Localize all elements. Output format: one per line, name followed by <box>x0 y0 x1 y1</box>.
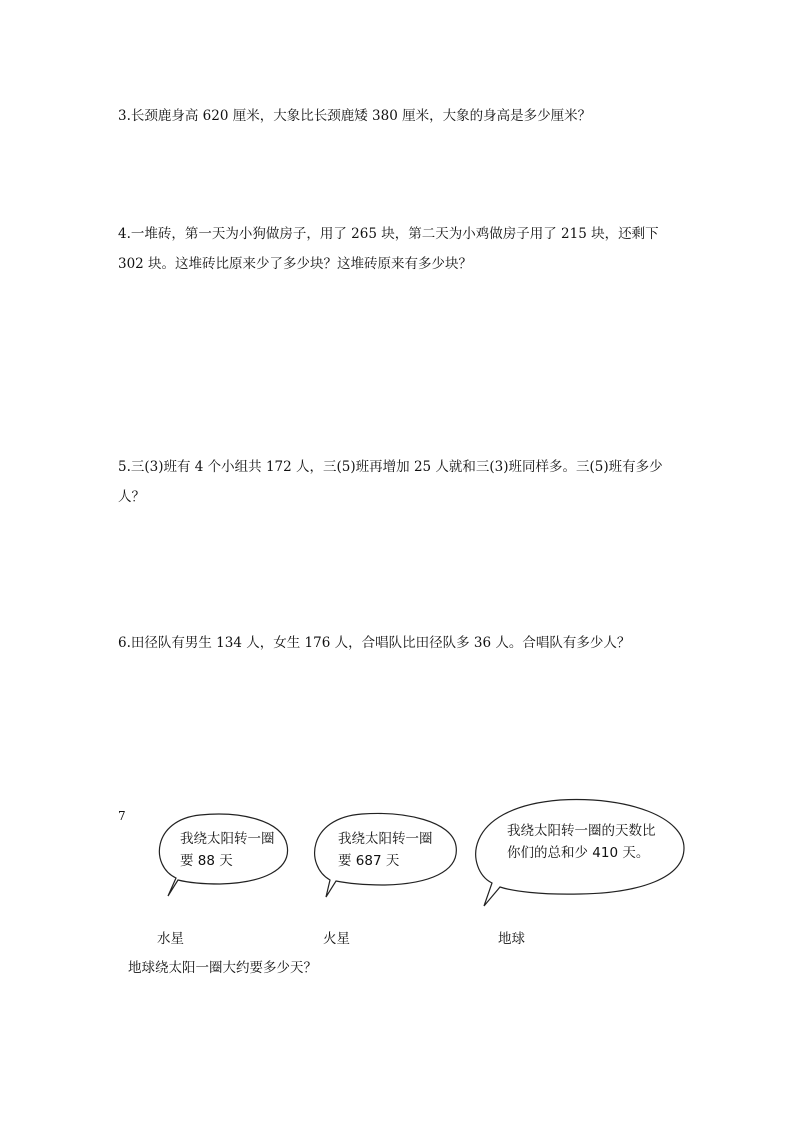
question-4: 4.一堆砖，第一天为小狗做房子，用了 265 块，第二天为小鸡做房子用了 215 块，还剩下 302 块。这堆砖比原来少了多少块？这堆砖原来有多少块？ <box>118 226 659 272</box>
question-6: 6.田径队有男生 134 人，女生 176 人，合唱队比田径队多 36 人。合唱队有多少人？ <box>118 635 631 651</box>
mars-bubble-text: 我绕太阳转一圈要 687 天 <box>338 831 433 869</box>
question-7-prompt: 地球绕太阳一圈大约要多少天？ <box>128 960 317 976</box>
mars-label: 火星 <box>323 931 350 947</box>
earth-label: 地球 <box>498 931 525 947</box>
question-5: 5.三(3)班有 4 个小组共 172 人，三(5)班再增加 25 人就和三(3)班同样多。三(5)班有多少人？ <box>118 459 663 505</box>
earth-bubble-text: 我绕太阳转一圈的天数比你们的总和少 410 天。 <box>507 823 656 861</box>
question-3: 3.长颈鹿身高 620 厘米，大象比长颈鹿矮 380 厘米，大象的身高是多少厘米？ <box>118 108 592 124</box>
question-7-number: 7 <box>118 809 126 823</box>
mercury-label: 水星 <box>157 931 184 947</box>
mercury-bubble-text: 我绕太阳转一圈要 88 天 <box>180 831 275 869</box>
